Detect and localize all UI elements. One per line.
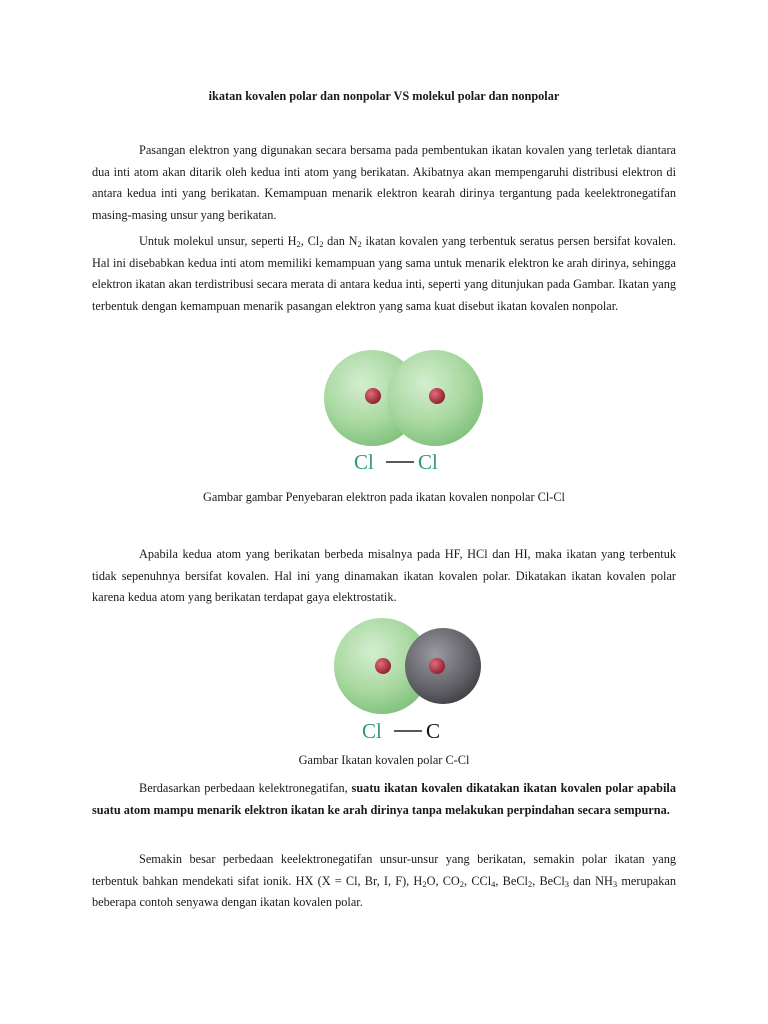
cl-c-molecule-figure [332, 616, 492, 744]
nucleus-chlorine [375, 658, 391, 674]
label-cl-left: Cl [354, 450, 374, 474]
paragraph-1: Pasangan elektron yang digunakan secara bersama pada pembentukan ikatan kovalen yang terletak diantara dua inti atom akan ditarik oleh kedua inti atom yang berikatan. Akibatnya akan mempengaruhi distribusi elektron di antara kedua inti yang berikatan. Kemampuan menarik elektron kearah dirinya tergantung pada keelektronegatifan masing-masing unsur yang berikatan. [92, 143, 676, 222]
cl-cl-molecule-figure [320, 346, 496, 476]
label-cl: Cl [362, 719, 382, 743]
nucleus-left [365, 388, 381, 404]
paragraph-2: Untuk molekul unsur, seperti $H_2$, $Cl_2$ dan $N_2$ ikatan kovalen yang terbentuk seratus persen bersifat kovalen. Hal ini disebabkan kedua inti atom memiliki kemampuan yang sama untuk menarik elektron ke arah dirinya, sehingga elektron ikatan akan terdistribusi secara merata di antara kedua inti, seperti yang ditunjukan pada Gambar. Ikatan yang terbentuk dengan kemampuan menarik pasangan elektron yang sama kuat disebut ikatan kovalen nonpolar. [92, 234, 676, 313]
nucleus-right [429, 388, 445, 404]
label-c: C [426, 719, 441, 743]
figure-2-caption: Gambar Ikatan kovalen polar C-Cl [298, 753, 470, 767]
nucleus-carbon [429, 658, 445, 674]
paragraph-5: Semakin besar perbedaan keelektronegatifan unsur-unsur yang berikatan, semakin polar ikatan yang terbentuk bahkan mendekati sifat ionik. HX (X = Cl, Br, I, F), $H_2O$, $CO_2$, CCl$_4$, BeCl$_2$, BeCl$_3$ dan $NH_3$ merupakan beberapa contoh senyawa dengan ikatan kovalen polar. [92, 852, 676, 909]
figure-1-caption: Gambar gambar Penyebaran elektron pada ikatan kovalen nonpolar Cl-Cl [203, 490, 565, 504]
paragraph-3: Apabila kedua atom yang berikatan berbeda misalnya pada HF, HCl dan HI, maka ikatan yang terbentuk tidak sepenuhnya bersifat kovalen. Hal ini yang dinamakan ikatan kovalen polar. Dikatakan ikatan kovalen polar karena kedua atom yang berikatan terdapat gaya elektrostatik. [92, 547, 676, 604]
paragraph-4: Berdasarkan perbedaan kelektronegatifan, suatu ikatan kovalen dikatakan ikatan kovalen polar apabila suatu atom mampu menarik elektron ikatan ke arah dirinya tanpa melakukan perpindahan secara sempurna. [92, 781, 676, 817]
label-cl-right: Cl [418, 450, 438, 474]
page-title: ikatan kovalen polar dan nonpolar VS molekul polar dan nonpolar [208, 89, 560, 103]
